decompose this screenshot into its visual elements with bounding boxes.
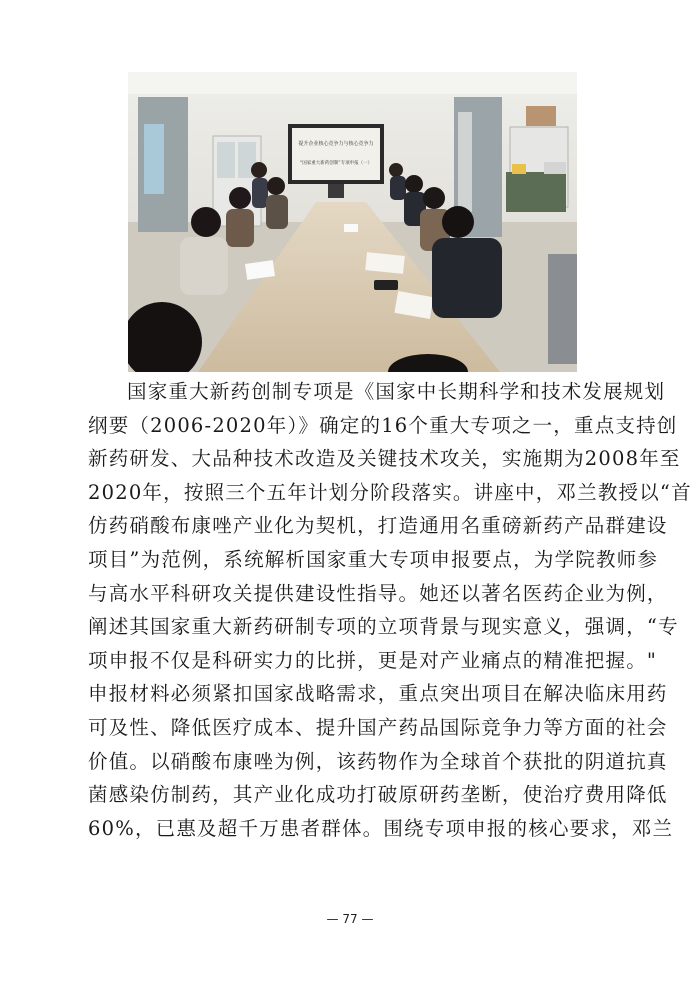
paragraph-line: 新药研发、大品种技术改造及关键技术攻关，实施期为2008年至 [88,447,681,471]
paragraph-line: 国家重大新药创制专项是《国家中长期科学和技术发展规划 [127,380,666,403]
paragraph-line: 2020年，按照三个五年计划分阶段落实。讲座中，邓兰教授以“首 [88,480,692,504]
paragraph-line: 项目”为范例，系统解析国家重大专项申报要点，为学院教师参 [88,547,659,571]
paragraph-line: 申报材料必须紧扣国家战略需求，重点突出项目在解决临床用药 [88,682,668,706]
meeting-photo [128,72,577,372]
paragraph-line: 可及性、降低医疗成本、提升国产药品国际竞争力等方面的社会 [88,715,668,739]
paragraph-line: 阐述其国家重大新药研制专项的立项背景与现实意义，强调，“专 [88,615,679,639]
paragraph-line: 与高水平科研攻关提供建设性指导。她还以著名医药企业为例， [88,581,668,605]
paragraph-line: 60%，已惠及超千万患者群体。围绕专项申报的核心要求，邓兰 [88,816,674,840]
body-paragraph [88,375,692,845]
page-number: — 77 — [326,912,374,926]
paragraph-line: 项申报不仅是科研实力的比拼，更是对产业痛点的精准把握。" [88,648,658,672]
slide-title: 提升企业核心竞争力与核心竞争力 [298,141,374,147]
chair [548,254,577,364]
meeting-photo-illustration [128,72,577,372]
slide-subtitle: “国家重大新药创制”专项申报（一） [299,161,373,166]
paragraph-line: 菌感染仿制药，其产业化成功打破原研药垄断，使治疗费用降低 [88,783,668,807]
paragraph-line: 纲要（2006-2020年）》确定的16个重大专项之一，重点支持创 [88,413,678,437]
paragraph-line: 仿药硝酸布康唑产业化为契机，打造通用名重磅新药产品群建设 [88,514,668,538]
paragraph-line: 价值。以硝酸布康唑为例，该药物作为全球首个获批的阴道抗真 [88,749,668,773]
